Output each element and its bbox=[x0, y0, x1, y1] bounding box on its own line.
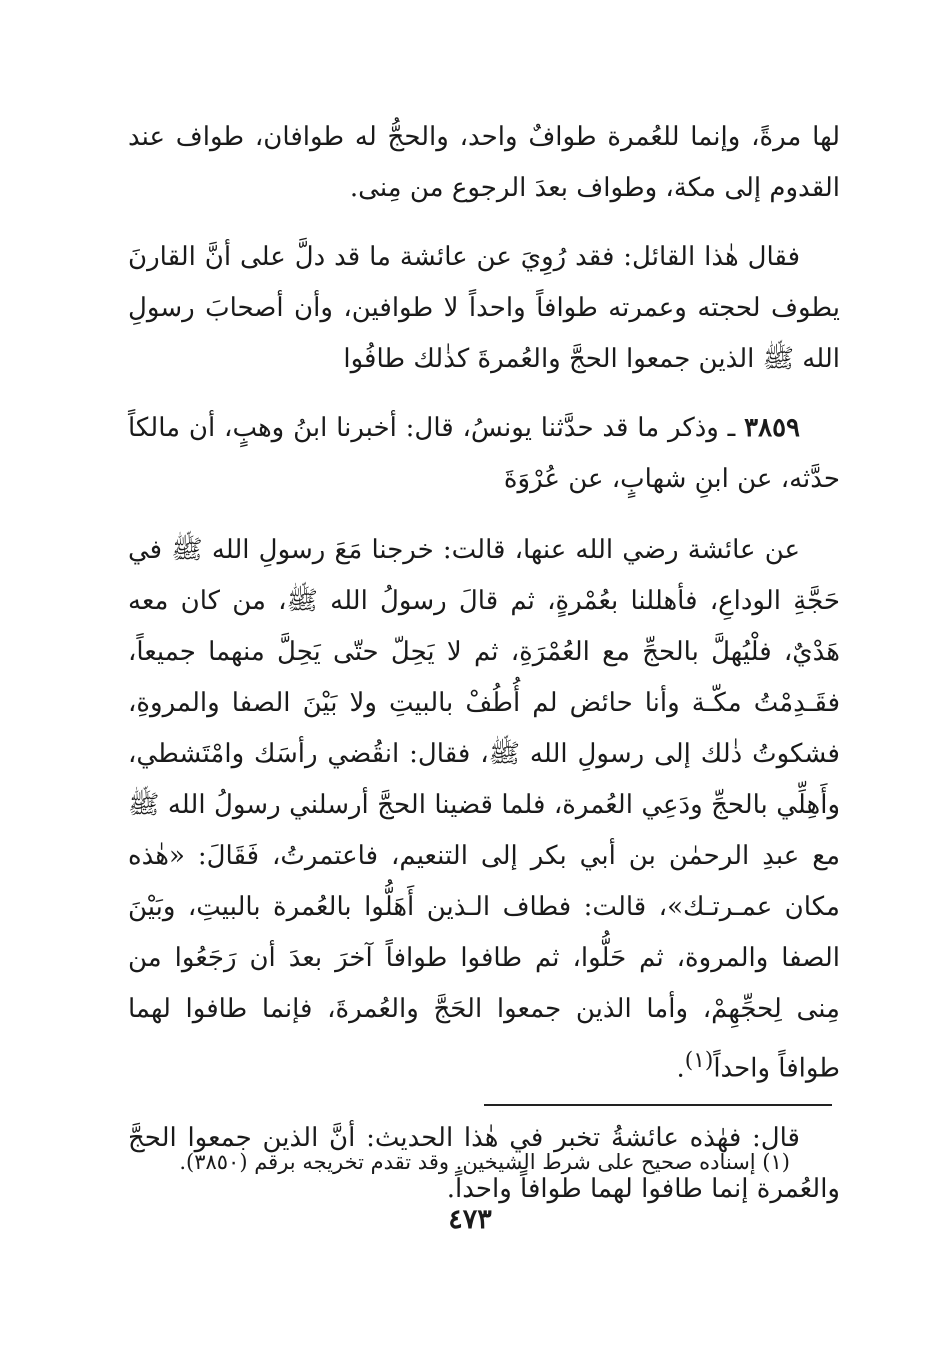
paragraph-2: فقال هٰذا القائل: فقد رُوِيَ عن عائشة ما قد دلَّ على أنَّ القارنَ يطوف لحجته وعمرته طوافاً واحداً لا طوافين، وأن أصحابَ رسولِ الله ﷺ الذين جمعوا الحجَّ والعُمرةَ كذٰلك طافُوا bbox=[128, 242, 840, 374]
page-number: ٤٧٣ bbox=[448, 1204, 492, 1235]
paragraph-1: لها مرةً، وإنما للعُمرة طوافٌ واحد، والحجُّ له طوافان، طواف عند القدوم إلى مكة، وطواف بعدَ الرجوع من مِنى. bbox=[128, 122, 840, 203]
hadith-header bbox=[128, 403, 840, 505]
footnote-1: (١) إسناده صحيح على شرط الشيخين. وقد تقدم تخريجه برقم (٣٨٥٠). bbox=[179, 1150, 790, 1174]
hadith-matn-paragraph bbox=[128, 525, 840, 1095]
hadith-isnad: ـ وذكر ما قد حدَّثنا يونسُ، قال: أخبرنا ابنُ وهبٍ، أن مالكاً حدَّثه، عن ابنِ شهابٍ، عن عُرْوَةَ bbox=[128, 413, 840, 494]
hadith-matn: عن عائشة رضي الله عنها، قالت: خرجنا مَعَ رسولِ الله ﷺ في حَجَّةِ الوداعِ، فأهللنا بعُمْرةٍ، ثم قالَ رسولُ الله ﷺ، من كان معه هَدْيٌ، فلْيُهلَّ بالحجِّ مع العُمْرَةِ، ثم لا يَحِلّ حتّى يَحِلَّ منهما جميعاً، فقَـدِمْتُ مكّـة وأنا حائض لم أُطُفْ بالبيتِ ولا بَيْنَ الصفا والمروةِ، فشكوتُ ذٰلك إلى رسولِ الله ﷺ، فقال: انقُضي رأسَك وامْتَشطي، وأَهِلِّي بالحجِّ ودَعِي العُمرة، فلما قضينا الحجَّ أرسلني رسولُ الله ﷺ مع عبدِ الرحمٰن بن أبي بكر إلى التنعيم، فاعتمرتُ، فَقَالَ: «هٰذه مكان عمـرتـك»، قالت: فطاف الـذين أَهَلُّوا بالعُمرة بالبيتِ، وبَيْنَ الصفا والمروة، ثم حَلُّوا، ثم طافوا طوافاً آخرَ بعدَ أن رَجَعُوا من مِنى لِحجِّهِمْ، وأما الذين جمعوا الحَجَّ والعُمرةَ، فإنما طافوا لهما طوافاً واحداً bbox=[128, 535, 840, 1084]
footnote-separator bbox=[484, 1104, 832, 1106]
footnote-marker: (١) bbox=[684, 1048, 714, 1073]
hadith-number: ٣٨٥٩ bbox=[744, 413, 800, 443]
main-text bbox=[128, 112, 840, 1233]
paragraph-4: قال: فهٰذه عائشةُ تخبر في هٰذا الحديث: أنَّ الذين جمعوا الحجَّ والعُمرة إنما طافوا لهما طوافاً واحداً. bbox=[128, 1122, 840, 1204]
hadith-end-punctuation: . bbox=[676, 1053, 685, 1084]
